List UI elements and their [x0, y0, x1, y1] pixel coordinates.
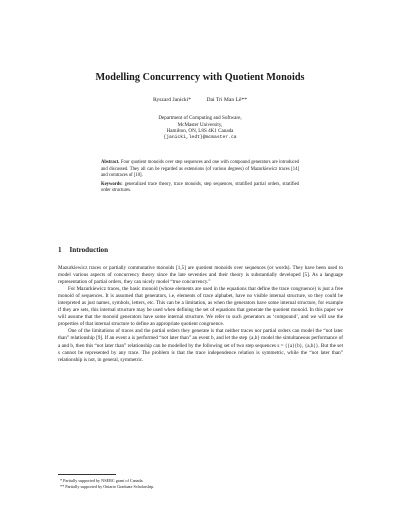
keywords-paragraph	[101, 182, 299, 195]
footnote: ** Partially supported by Ontario Graduate Scholarship.	[60, 484, 155, 490]
section-number: 1	[58, 246, 62, 254]
abstract-text: Four quotient monoids over step sequences and one with compound generators are introduced and discussed. They all can be regarded as extensions (of various degrees) of Mazurkiewicz traces [14] and comtraces of [10].	[101, 160, 299, 179]
abstract-block	[101, 160, 299, 195]
paper-title: Modelling Concurrency with Quotient Monoids	[95, 72, 305, 83]
abstract-paragraph	[101, 160, 299, 180]
author-email: {janicki,ledt}@mcmaster.ca	[163, 134, 237, 140]
abstract-label: Abstract.	[101, 160, 120, 165]
author-name: Dai Tri Man Lê**	[206, 97, 248, 103]
author-list	[0, 97, 400, 103]
affiliation-line: Department of Computing and Software,	[158, 115, 242, 121]
section-heading	[58, 246, 108, 254]
affiliation-line: Hamilton, ON, L8S 4K1 Canada	[166, 128, 234, 134]
footnotes-block	[60, 478, 340, 490]
keywords-text: generalized trace theory, trace monoids, step sequences, stratified partial orders, stratified order structures.	[101, 181, 299, 194]
affiliation-block	[0, 115, 400, 141]
footnote: * Partially supported by NSERC grant of Canada.	[60, 478, 144, 483]
author-name: Ryszard Janicki*	[152, 97, 192, 103]
affiliation-line: McMaster University,	[177, 121, 223, 128]
body-paragraph: For Mazurkiewicz traces, the basic monoid (whose elements are used in the equations that define the trace congruence) is just a free monoid of sequences. It is assumed that generators, i.e, elements of trace alphabet, have no visible internal structure, so they could be interpreted as just names, symbols, letters, etc. This can be a limitation, as when the generators have some internal structure, for example if they are sets, this internal structure may be used when defining the set of equations that generate the quotient monoid. In this paper we will assume that the monoid generators have some internal structure. We refer to such generators as ‘compound’, and we will use the properties of that internal structure to define an appropriate quotient congruence.	[58, 286, 343, 328]
body-paragraph: One of the limitations of traces and the partial orders they generate is that neither traces nor partial orders can model the “not later than” relationship [9]. If an event a is performed “not later than” an event b, and let the step {a,b} model the simultaneous performance of a and b, then this “not later than” relationship can be modelled by the following set of two step sequences s = {{a}{b}, {a,b}}. But the set s cannot be represented by any trace. The problem is that the trace independence relation is symmetric, while the “not later than” relationship is not, in general, symmetric.	[58, 328, 343, 363]
footnote-rule	[58, 474, 116, 475]
section-title: Introduction	[69, 246, 109, 254]
body-text	[58, 265, 343, 364]
keywords-label: Keywords:	[101, 181, 123, 187]
body-paragraph: Mazurkiewicz traces or partially commutative monoids [1,5] are quotient monoids over sequences (or words). They have been used to model various aspects of concurrency theory since the late seventies and their theory is substantially developed [5]. As a language representation of partial orders, they can nicely model “true concurrency.”	[58, 265, 343, 286]
